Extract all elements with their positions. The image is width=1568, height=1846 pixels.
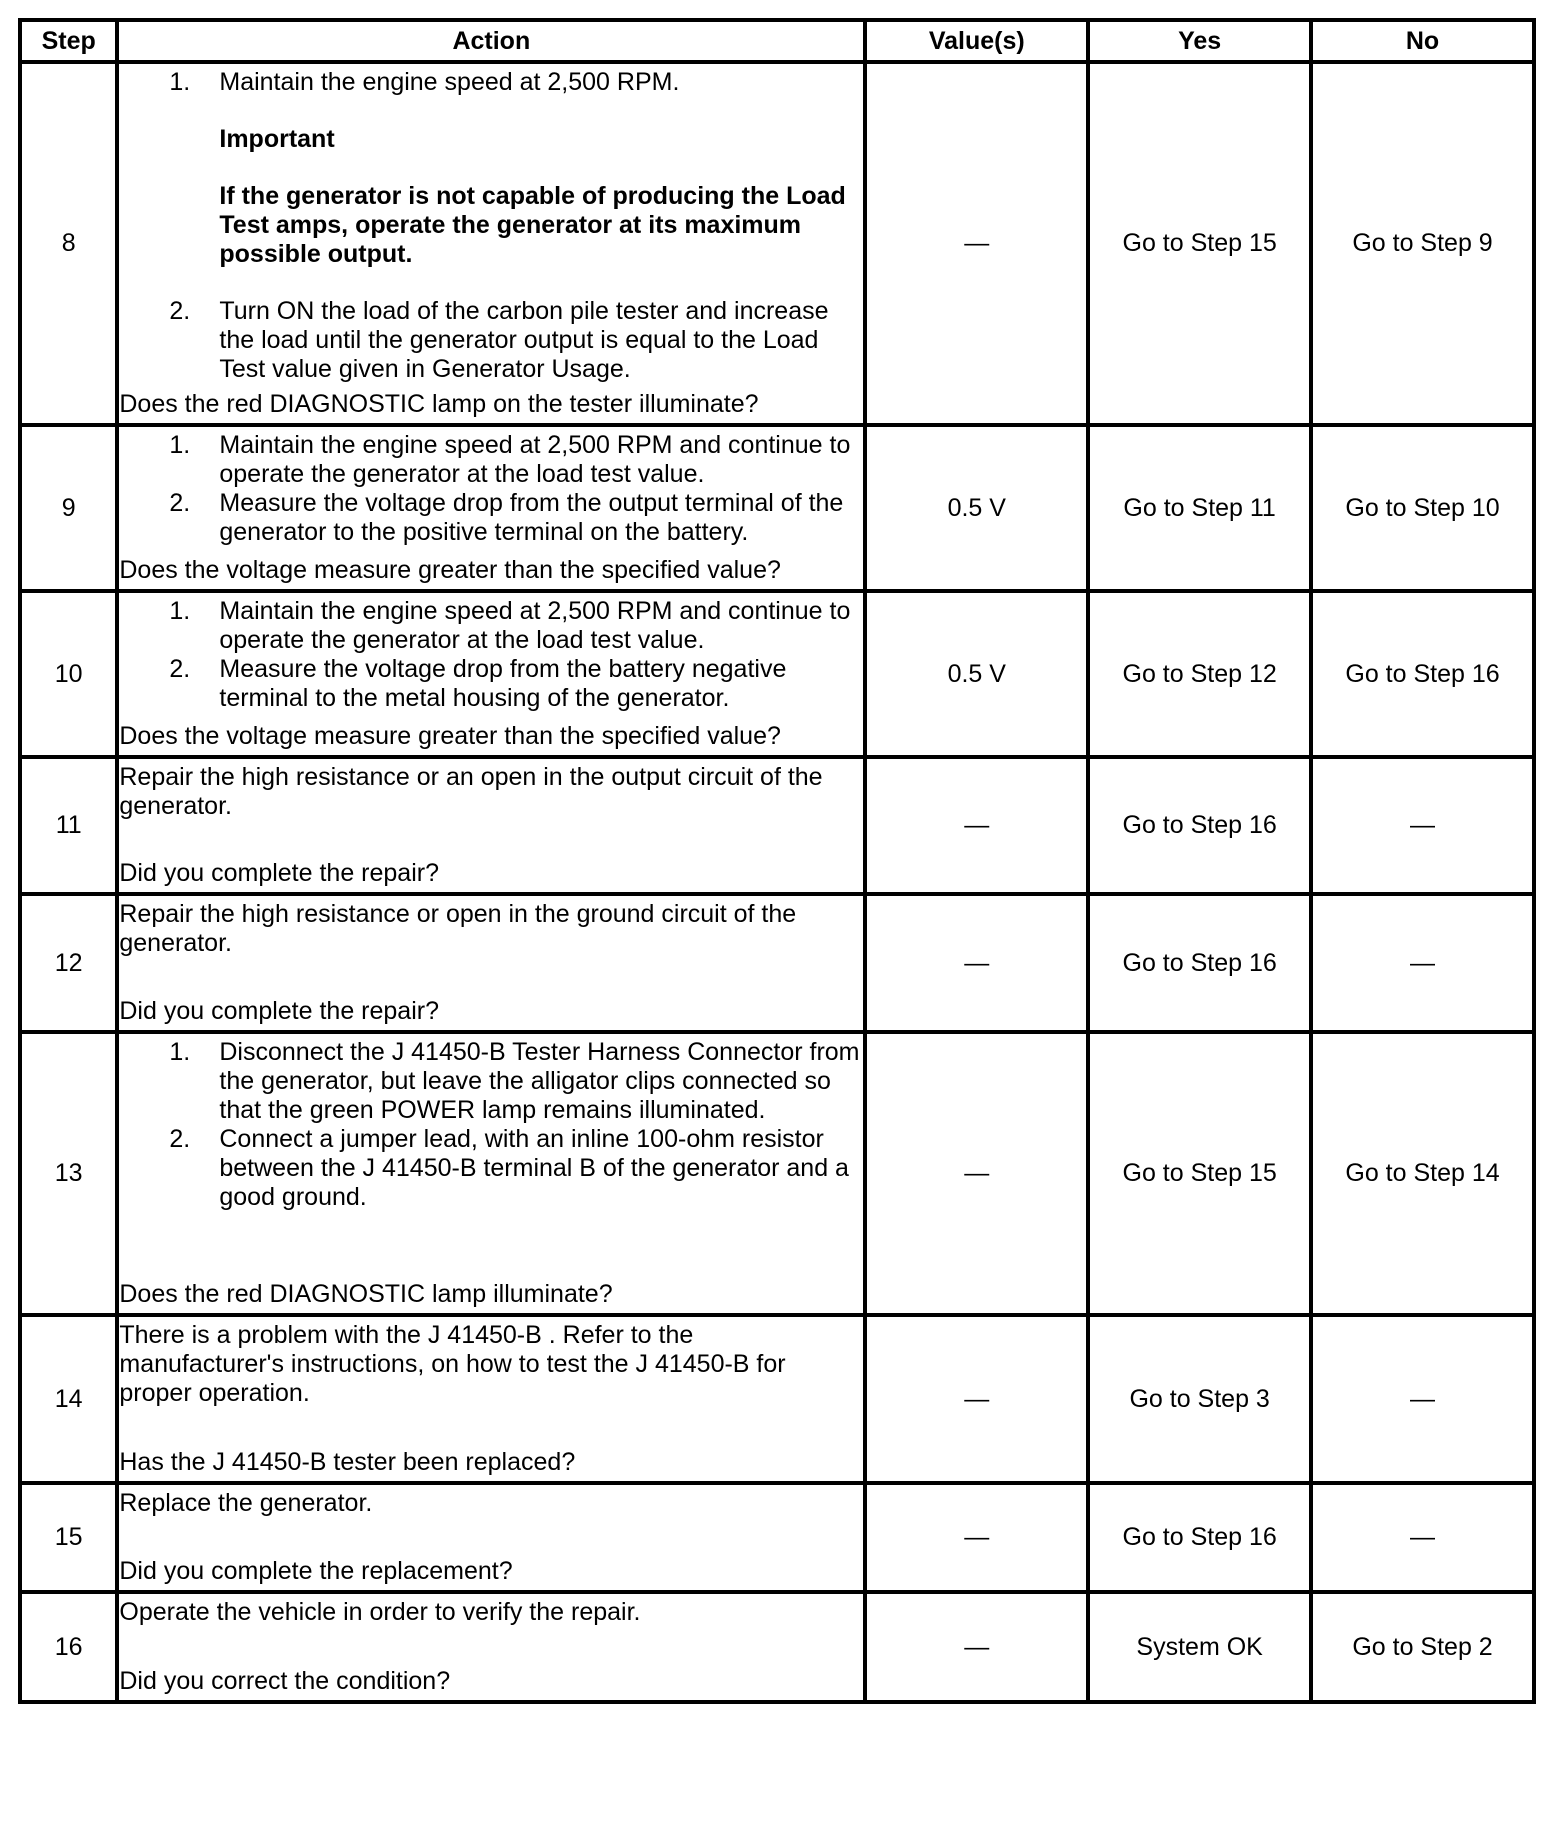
item-text: Measure the voltage drop from the battery negative terminal to the metal housing of the generator. (219, 655, 787, 712)
list-item (119, 431, 863, 489)
table-row (20, 425, 1534, 591)
no-cell: — (1311, 1483, 1534, 1592)
no-cell: Go to Step 9 (1311, 62, 1534, 425)
item-text: Connect a jumper lead, with an inline 100-ohm resistor between the J 41450-B terminal B of the generator and a good ground. (219, 1125, 849, 1211)
action-cell (117, 591, 865, 757)
yes-cell: Go to Step 15 (1088, 62, 1311, 425)
important-text: If the generator is not capable of producing the Load Test amps, operate the generator at its maximum possible output. (219, 182, 846, 268)
value-cell: 0.5 V (865, 591, 1088, 757)
list-item (119, 489, 863, 547)
question-text: Does the voltage measure greater than the specified value? (119, 722, 781, 750)
value-cell: 0.5 V (865, 425, 1088, 591)
question-text: Did you complete the replacement? (119, 1557, 513, 1585)
list-item (119, 297, 863, 384)
item-number: 2. (169, 655, 191, 683)
no-cell: Go to Step 16 (1311, 591, 1534, 757)
step-number: 9 (20, 425, 117, 591)
value-cell: — (865, 1032, 1088, 1315)
action-text: Repair the high resistance or open in the ground circuit of the generator. (119, 900, 797, 957)
action-text: Repair the high resistance or an open in the output circuit of the generator. (119, 763, 823, 820)
table-row (20, 1315, 1534, 1483)
value-cell: — (865, 1592, 1088, 1702)
question-text: Does the red DIAGNOSTIC lamp on the tester illuminate? (119, 390, 759, 418)
yes-cell: System OK (1088, 1592, 1311, 1702)
item-number: 1. (169, 1038, 191, 1066)
yes-cell: Go to Step 16 (1088, 894, 1311, 1032)
action-cell (117, 1483, 865, 1592)
item-number: 2. (169, 489, 191, 517)
yes-cell: Go to Step 3 (1088, 1315, 1311, 1483)
header-step: Step (20, 20, 117, 62)
action-cell (117, 62, 865, 425)
action-text: There is a problem with the J 41450-B . Refer to the manufacturer's instructions, on how to test the J 41450-B for proper operation. (119, 1321, 786, 1407)
action-cell (117, 425, 865, 591)
list-item (119, 68, 863, 97)
table-row (20, 757, 1534, 894)
action-cell (117, 1032, 865, 1315)
item-number: 1. (169, 597, 191, 625)
value-cell: — (865, 1483, 1088, 1592)
step-number: 15 (20, 1483, 117, 1592)
step-number: 10 (20, 591, 117, 757)
value-cell: — (865, 1315, 1088, 1483)
table-row (20, 591, 1534, 757)
header-yes: Yes (1088, 20, 1311, 62)
table-row (20, 894, 1534, 1032)
diagnostic-table (18, 18, 1536, 1704)
no-cell: — (1311, 894, 1534, 1032)
yes-cell: Go to Step 12 (1088, 591, 1311, 757)
item-text: Maintain the engine speed at 2,500 RPM and continue to operate the generator at the load test value. (219, 431, 851, 488)
question-text: Does the red DIAGNOSTIC lamp illuminate? (119, 1280, 613, 1308)
no-cell: — (1311, 1315, 1534, 1483)
step-number: 12 (20, 894, 117, 1032)
item-text: Turn ON the load of the carbon pile tester and increase the load until the generator output is equal to the Load Test value given in Generator Usage. (219, 297, 829, 383)
action-cell (117, 894, 865, 1032)
table-row (20, 1483, 1534, 1592)
action-text: Replace the generator. (119, 1489, 373, 1517)
yes-cell: Go to Step 16 (1088, 1483, 1311, 1592)
list-item (119, 1125, 863, 1212)
step-number: 11 (20, 757, 117, 894)
list-item (119, 597, 863, 655)
item-text: Maintain the engine speed at 2,500 RPM and continue to operate the generator at the load test value. (219, 597, 851, 654)
important-label: Important (219, 125, 335, 153)
no-cell: Go to Step 2 (1311, 1592, 1534, 1702)
table-row (20, 1032, 1534, 1315)
yes-cell: Go to Step 11 (1088, 425, 1311, 591)
value-cell: — (865, 62, 1088, 425)
step-number: 14 (20, 1315, 117, 1483)
question-text: Has the J 41450-B tester been replaced? (119, 1448, 576, 1476)
step-number: 8 (20, 62, 117, 425)
item-number: 1. (169, 431, 191, 459)
action-cell (117, 757, 865, 894)
no-cell: — (1311, 757, 1534, 894)
item-text: Maintain the engine speed at 2,500 RPM. (219, 68, 680, 96)
item-number: 2. (169, 1125, 191, 1153)
action-text: Operate the vehicle in order to verify the repair. (119, 1598, 641, 1626)
action-cell (117, 1592, 865, 1702)
item-text: Disconnect the J 41450-B Tester Harness Connector from the generator, but leave the alligator clips connected so that the green POWER lamp remains illuminated. (219, 1038, 860, 1124)
header-action: Action (117, 20, 865, 62)
question-text: Does the voltage measure greater than the specified value? (119, 556, 781, 584)
no-cell: Go to Step 14 (1311, 1032, 1534, 1315)
item-text: Measure the voltage drop from the output terminal of the generator to the positive terminal on the battery. (219, 489, 844, 546)
header-no: No (1311, 20, 1534, 62)
item-number: 2. (169, 297, 191, 325)
yes-cell: Go to Step 15 (1088, 1032, 1311, 1315)
value-cell: — (865, 757, 1088, 894)
step-number: 16 (20, 1592, 117, 1702)
value-cell: — (865, 894, 1088, 1032)
no-cell: Go to Step 10 (1311, 425, 1534, 591)
table-row (20, 62, 1534, 425)
list-item (119, 655, 863, 713)
table-row (20, 1592, 1534, 1702)
item-number: 1. (169, 68, 191, 96)
question-text: Did you correct the condition? (119, 1667, 451, 1695)
header-values: Value(s) (865, 20, 1088, 62)
step-number: 13 (20, 1032, 117, 1315)
yes-cell: Go to Step 16 (1088, 757, 1311, 894)
action-cell (117, 1315, 865, 1483)
header-row (20, 20, 1534, 62)
list-item (119, 1038, 863, 1125)
question-text: Did you complete the repair? (119, 859, 439, 887)
question-text: Did you complete the repair? (119, 997, 439, 1025)
